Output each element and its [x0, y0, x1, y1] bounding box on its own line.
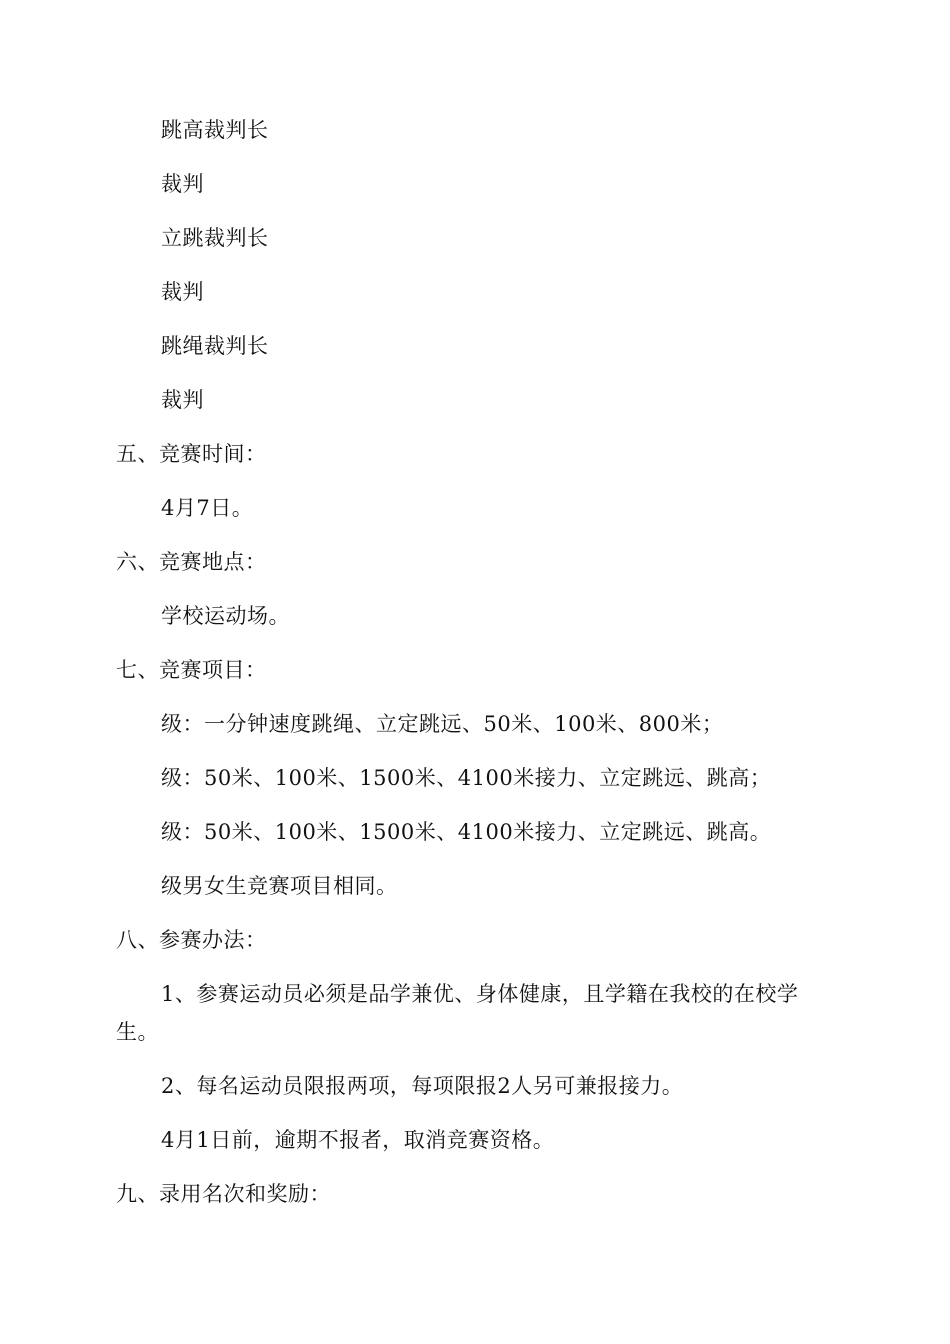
text-line: 4月7日。 — [161, 496, 254, 520]
text-line: 跳高裁判长 — [161, 118, 269, 142]
text-line: 学校运动场。 — [161, 604, 290, 628]
text-line: 裁判 — [161, 280, 204, 304]
text-line: 级男女生竞赛项目相同。 — [161, 874, 398, 898]
text-line: 裁判 — [161, 388, 204, 412]
text-line: 级：一分钟速度跳绳、立定跳远、50米、100米、800米； — [161, 712, 724, 736]
text-line: 1、参赛运动员必须是品学兼优、身体健康，且学籍在我校的在校学 — [161, 982, 799, 1006]
text-line: 级：50米、100米、1500米、4100米接力、立定跳远、跳高。 — [161, 820, 772, 844]
text-line: 生。 — [116, 1020, 159, 1044]
section-heading: 六、竞赛地点： — [116, 550, 267, 574]
text-line: 跳绳裁判长 — [161, 334, 269, 358]
text-line: 立跳裁判长 — [161, 226, 269, 250]
section-heading: 五、竞赛时间： — [116, 442, 267, 466]
text-line: 4月1日前，逾期不报者，取消竞赛资格。 — [161, 1128, 555, 1152]
text-line: 裁判 — [161, 172, 204, 196]
section-heading: 八、参赛办法： — [116, 928, 267, 952]
text-line: 2、每名运动员限报两项，每项限报2人另可兼报接力。 — [161, 1074, 684, 1098]
section-heading: 九、录用名次和奖励： — [116, 1182, 331, 1206]
section-heading: 七、竞赛项目： — [116, 658, 267, 682]
text-line: 级：50米、100米、1500米、4100米接力、立定跳远、跳高； — [161, 766, 772, 790]
